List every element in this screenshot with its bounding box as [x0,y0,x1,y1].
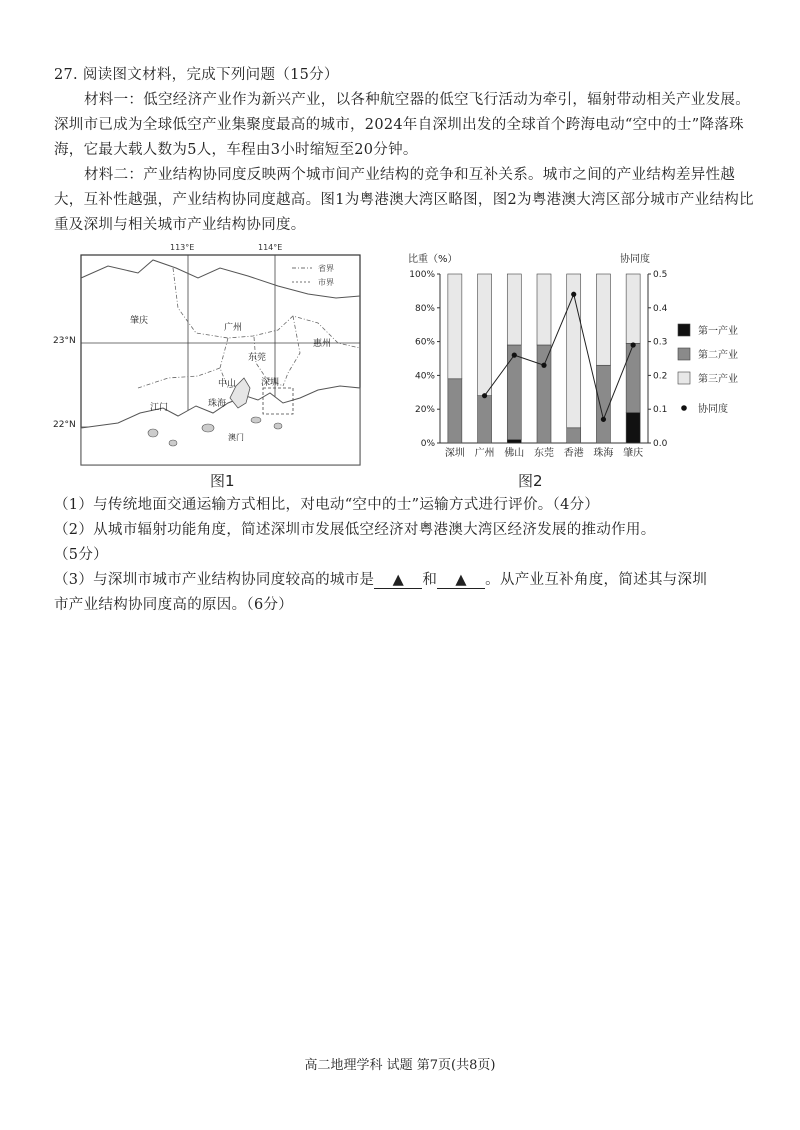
x-tick-label: 佛山 [504,448,525,459]
q3-prefix: （3）与深圳市城市产业结构协同度较高的城市是 [54,572,375,588]
city-zhaoqing: 肇庆 [130,316,149,326]
x-tick-label: 珠海 [593,448,614,459]
y2-axis-title: 协同度 [620,254,650,265]
sub-question-2: （2）从城市辐射功能角度，简述深圳市发展低空经济对粤港澳大湾区经济发展的推动作用。 [54,522,656,538]
question-header: 27. 阅读图文材料，完成下列问题（15分） [54,67,339,83]
y-tick-label: 80% [414,303,435,314]
coordination-point [482,393,487,398]
bar-第二产业 [448,379,462,443]
city-dongguan: 东莞 [248,353,267,363]
page-footer: 高二地理学科 试题 第7页(共8页) [304,1058,496,1073]
lat-label-23: 23°N [53,336,76,346]
legend-city: 市界 [318,278,334,287]
bar-第二产业 [596,365,610,443]
y2-tick-label: 0.0 [653,439,668,449]
bar-第一产业 [507,440,521,443]
island [251,417,261,423]
legend-point [681,405,687,411]
y2-tick-label: 0.5 [653,270,668,280]
figure-2-caption: 图2 [518,472,543,490]
sub-question-1: （1）与传统地面交通运输方式相比，对电动“空中的士”运输方式进行评价。（4分） [54,497,600,513]
chart-svg [400,248,780,473]
city-zhuhai: 珠海 [208,399,227,409]
y-axis-title: 比重（%） [408,254,458,265]
legend-swatch [678,324,690,336]
lon-label-113: 113°E [170,243,195,252]
y2-tick-label: 0.4 [653,303,668,314]
answer-blank-2[interactable]: ▲ [437,572,485,589]
legend-label: 第二产业 [698,350,738,361]
bar-第二产业 [537,345,551,443]
y-tick-label: 40% [414,371,435,382]
bar-第二产业 [507,345,521,440]
legend-label: 协同度 [698,404,728,415]
q3-suffix: 。从产业互补角度，简述其与深圳 [485,572,708,588]
material-1: 材料一：低空经济产业作为新兴产业，以各种航空器的低空飞行活动为牵引，辐射带动相关产业发展。深圳市已成为全球低空产业集聚度最高的城市，2024年自深圳出发的全球首个跨海电动“空中的士”降落珠海，它最大载人数为5人，车程由3小时缩短至20分钟。 [54,92,750,158]
lat-label-22: 22°N [53,420,76,430]
coordination-point [571,292,576,297]
coordination-point [541,363,546,368]
bar-第三产业 [478,274,492,396]
legend-swatch [678,372,690,384]
bar-第三产业 [507,274,521,345]
figure-1-caption: 图1 [210,472,235,490]
map-svg [78,238,363,470]
bar-第二产业 [626,343,640,412]
sub-question-3-line2: 市产业结构协同度高的原因。（6分） [54,597,294,613]
answer-blank-1[interactable]: ▲ [374,572,422,589]
coordination-point [601,417,606,422]
y-tick-label: 100% [409,270,435,280]
bar-第三产业 [596,274,610,365]
legend-province: 省界 [318,264,334,273]
bar-第三产业 [567,274,581,428]
sub-question-3 [54,568,707,589]
bar-第二产业 [567,428,581,443]
y2-tick-label: 0.1 [653,405,668,416]
x-tick-label: 广州 [474,448,495,459]
city-macao: 澳门 [228,433,244,442]
city-guangzhou: 广州 [224,323,243,333]
island [202,424,214,432]
coordination-point [512,353,517,358]
y-tick-label: 0% [420,439,435,449]
legend-label: 第一产业 [698,326,738,337]
island [148,429,158,437]
city-jiangmen: 江门 [150,403,169,413]
coordination-point [631,342,636,347]
island [274,423,282,429]
x-tick-label: 肇庆 [623,448,644,459]
x-tick-label: 香港 [563,448,584,459]
bar-第三产业 [537,274,551,345]
bar-第三产业 [448,274,462,379]
y2-tick-label: 0.2 [653,371,668,382]
x-tick-label: 东莞 [534,448,554,459]
city-zhongshan: 中山 [218,379,237,389]
island [169,440,177,446]
x-tick-label: 深圳 [444,448,465,459]
q3-and: 和 [422,572,438,588]
bar-第二产业 [478,396,492,443]
figure-1-map [78,238,363,474]
y2-tick-label: 0.3 [653,337,668,348]
city-shenzhen: 深圳 [261,378,280,388]
y-tick-label: 60% [414,337,435,348]
material-2: 材料二：产业结构协同度反映两个城市间产业结构的竞争和互补关系。城市之间的产业结构差异性越大，互补性越强，产业结构协同度越高。图1为粤港澳大湾区略图，图2为粤港澳大湾区部分城市产业结构比重及深圳与相关城市产业结构协同度。 [54,167,754,233]
sub-question-2-score: （5分） [54,547,108,563]
city-huizhou: 惠州 [313,339,332,349]
lon-label-114: 114°E [258,243,283,252]
y-tick-label: 20% [414,405,435,416]
legend-label: 第三产业 [698,374,738,385]
bar-第一产业 [626,413,640,443]
legend-swatch [678,348,690,360]
figure-2-chart [400,248,780,477]
bar-第三产业 [626,274,640,343]
coordination-line [485,294,634,419]
